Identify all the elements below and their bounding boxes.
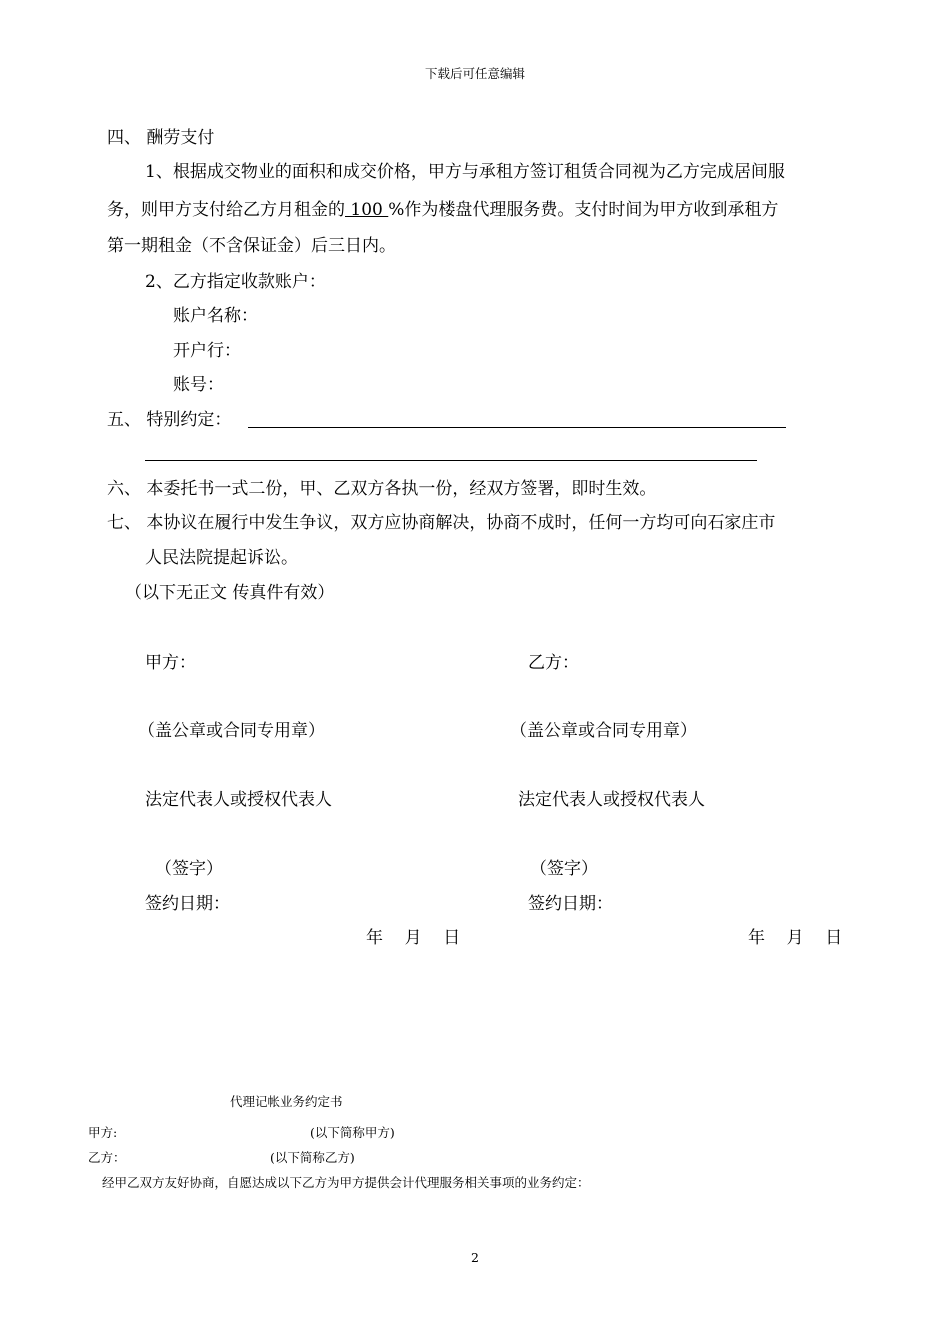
appendix-party-b-label: 乙方： bbox=[88, 1150, 126, 1165]
page-number: 2 bbox=[471, 1250, 479, 1265]
page-header: 下载后可任意编辑 bbox=[424, 66, 525, 81]
account-number-label: 账号： bbox=[173, 375, 224, 395]
party-b-label: 乙方： bbox=[528, 653, 579, 673]
line-2-before: 务，则甲方支付给乙方月租金的 bbox=[107, 200, 345, 220]
section-6-text: 六、 本委托书一式二份，甲、乙双方各执一份，经双方签署，即时生效。 bbox=[107, 479, 657, 499]
party-a-date: 年 月 日 bbox=[366, 928, 461, 948]
appendix-title: 代理记帐业务约定书 bbox=[230, 1094, 343, 1109]
special-terms-line-2 bbox=[145, 460, 757, 461]
party-a-label: 甲方： bbox=[145, 653, 196, 673]
appendix-party-a-note: (以下简称甲方) bbox=[310, 1125, 395, 1140]
party-b-representative: 法定代表人或授权代表人 bbox=[518, 790, 705, 810]
section-4-item-2-label: 2、乙方指定收款账户： bbox=[145, 272, 326, 292]
party-b-signature: （签字） bbox=[530, 859, 598, 879]
section-4-heading: 四、 酬劳支付 bbox=[107, 128, 215, 148]
special-terms-line-1 bbox=[248, 427, 786, 428]
section-4-item-1-line-3: 第一期租金（不含保证金）后三日内。 bbox=[107, 236, 396, 256]
party-b-date: 年 月 日 bbox=[748, 928, 843, 948]
section-5-heading: 五、 特别约定： bbox=[107, 410, 232, 430]
party-a-date-label: 签约日期： bbox=[145, 894, 230, 914]
fee-percentage: 100 bbox=[345, 200, 389, 220]
section-4-item-1-line-1: 1、根据成交物业的面积和成交价格，甲方与承租方签订租赁合同视为乙方完成居间服 bbox=[145, 162, 785, 182]
account-name-label: 账户名称： bbox=[173, 306, 258, 326]
party-a-signature: （签字） bbox=[155, 859, 223, 879]
party-a-representative: 法定代表人或授权代表人 bbox=[145, 790, 332, 810]
appendix-party-b-note: (以下简称乙方) bbox=[270, 1150, 355, 1165]
section-4-item-1-line-2 bbox=[107, 200, 778, 220]
party-b-seal: （盖公章或合同专用章） bbox=[510, 721, 697, 741]
section-7-line-1: 七、 本协议在履行中发生争议，双方应协商解决，协商不成时，任何一方均可向石家庄市 bbox=[107, 513, 776, 533]
no-further-text-note: （以下无正文 传真件有效） bbox=[125, 583, 335, 603]
line-2-after: %作为楼盘代理服务费。支付时间为甲方收到承租方 bbox=[388, 200, 779, 220]
party-a-seal: （盖公章或合同专用章） bbox=[138, 721, 325, 741]
appendix-party-a-label: 甲方: bbox=[88, 1125, 118, 1140]
bank-label: 开户行： bbox=[173, 341, 241, 361]
appendix-intro: 经甲乙双方友好协商，自愿达成以下乙方为甲方提供会计代理服务相关事项的业务约定： bbox=[102, 1175, 590, 1190]
party-b-date-label: 签约日期： bbox=[528, 894, 613, 914]
section-7-line-2: 人民法院提起诉讼。 bbox=[145, 548, 298, 568]
